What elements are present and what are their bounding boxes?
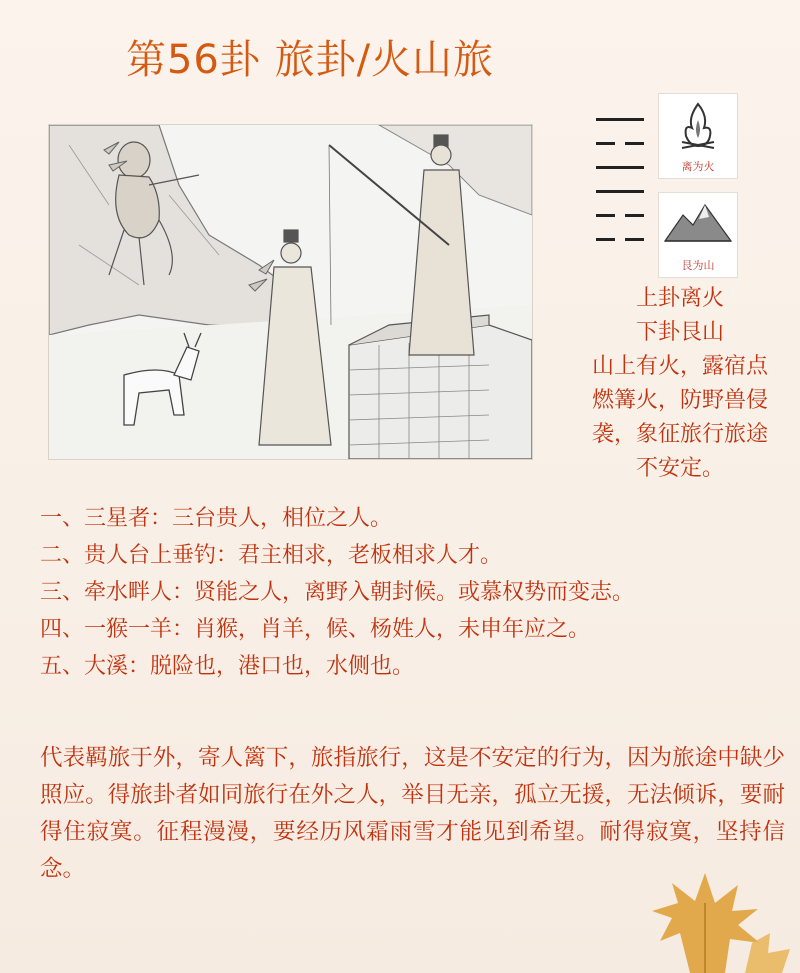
side-text-line: 山上有火，露宿点 (591, 354, 768, 379)
hexagram-line-5 (596, 214, 644, 217)
side-text-line: 下卦艮山 (635, 320, 724, 345)
trigram-description (570, 282, 790, 486)
hexagram-line-6 (596, 238, 644, 241)
fire-icon (670, 98, 726, 154)
page-title: 第56卦 旅卦/火山旅 (125, 37, 495, 83)
hexagram-line-2 (596, 142, 644, 145)
lower-trigram-caption: 艮为山 (681, 259, 715, 272)
list-item: 五、大溪：脱险也，港口也，水侧也。 (40, 654, 415, 679)
hexagram-line-1 (596, 118, 644, 121)
summary-paragraph: 代表羁旅于外，寄人篱下，旅指旅行，这是不安定的行为，因为旅途中缺少照应。得旅卦者如同旅行在外之人，举目无亲，孤立无援，无法倾诉，要耐得住寂寞。征程漫漫，要经历风霜雨雪才能见到希望。耐得寂寞，坚持信念。 (40, 745, 785, 882)
upper-trigram-card (658, 93, 738, 179)
interpretation-list (40, 500, 780, 685)
side-text-line: 燃篝火，防野兽侵 (591, 388, 768, 413)
side-text-line: 袭，象征旅行旅途 (591, 422, 768, 447)
list-item: 四、一猴一羊：肖猴，肖羊，候、杨姓人，未申年应之。 (40, 617, 591, 642)
side-text-line: 不安定。 (635, 456, 724, 481)
upper-trigram-caption: 离为火 (681, 160, 715, 173)
hexagram-lines (596, 118, 644, 262)
hexagram-line-4 (596, 190, 644, 193)
lower-trigram-card (658, 192, 738, 278)
list-item: 三、牵水畔人：贤能之人，离野入朝封候。或慕权势而变志。 (40, 580, 635, 605)
list-item: 二、贵人台上垂钓：君主相求，老板相求人才。 (40, 543, 503, 568)
mountain-icon (663, 197, 733, 247)
list-item: 一、三星者：三台贵人，相位之人。 (40, 506, 393, 531)
hexagram-illustration (48, 124, 533, 460)
side-text-line: 上卦离火 (635, 286, 724, 311)
maple-leaf-icon (650, 863, 800, 973)
hexagram-line-3 (596, 166, 644, 169)
